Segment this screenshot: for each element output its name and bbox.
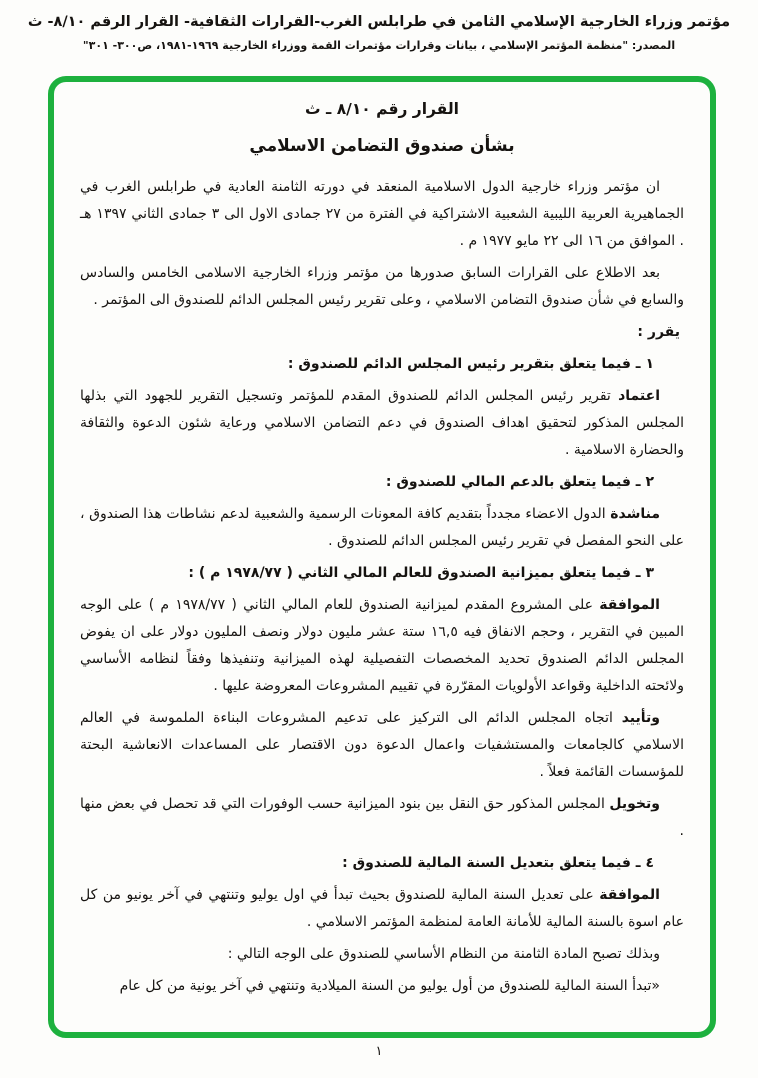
section-4-heading: ٤ ـ فيما يتعلق بتعديل السنة المالية للصندوق : (342, 855, 654, 871)
resolution-subject-title: بشأن صندوق التضامن الاسلامي (249, 136, 515, 156)
paragraph-lead-word: الموافقة (599, 597, 660, 613)
section-4-paragraph-1 (80, 882, 684, 936)
resolution-number-title: القرار رقم ٨/١٠ ـ ث (305, 100, 459, 118)
section-3-paragraph-3 (80, 791, 684, 845)
header-title-line: مؤتمر وزراء الخارجية الإسلامي الثامن في طرابلس الغرب-القرارات الثقافية- القرار الرقم ٨/١٠- ث (27, 14, 731, 30)
section-3-paragraph-2 (80, 705, 684, 786)
header-source-line: المصدر: "منظمة المؤتمر الإسلامي ، بيانات وقرارات مؤتمرات القمة ووزراء الخارجية ١٩٦٩-١٩٨١، ص٣٠٠- ٣٠١" (82, 39, 676, 52)
paragraph-text: الدول الاعضاء مجدداً بتقديم كافة المعونات الرسمية والشعبية لدعم نشاطات هذا الصندوق ، على النحو المفصل في تقرير رئيس المجلس الدائم للصندوق . (80, 506, 684, 549)
section-2-heading: ٢ ـ فيما يتعلق بالدعم المالي للصندوق : (385, 474, 654, 490)
resolution-frame (48, 76, 716, 1038)
preamble-paragraph: بعد الاطلاع على القرارات السابق صدورها من مؤتمر وزراء الخارجية الاسلامى الخامس والسادس والسابع في شأن صندوق التضامن الاسلامي ، وعلى تقرير رئيس المجلس الدائم للصندوق الى المؤتمر . (80, 265, 684, 308)
paragraph-text: على تعديل السنة المالية للصندوق بحيث تبدأ في اول يوليو وتنتهي في آخر يونيو من كل عام اسوة بالسنة المالية للأمانة العامة لمنظمة المؤتمر الاسلامي . (80, 887, 684, 930)
intro-paragraph: ان مؤتمر وزراء خارجية الدول الاسلامية المنعقد في دورته الثامنة العادية في طرابلس الغرب في الجماهيرية العربية الليبية الشعبية الاشتراكية في الفترة من ٢٧ جمادى الاول الى ٣ جمادى الثاني ١٣٩٧ هـ . الموافق من ١٦ الى ٢٢ مايو ١٩٧٧ م . (80, 179, 684, 249)
paragraph-lead-word: الموافقة (599, 887, 660, 903)
paragraph-lead-word: وتخويل (609, 796, 660, 812)
decides-line: يقرر : (637, 324, 680, 340)
paragraph-text: تقرير رئيس المجلس الدائم للصندوق المقدم للمؤتمر وتسجيل التقرير للجهود التي بذلها المجلس المذكور لتحقيق اهداف الصندوق في دعم التضامن الاسلامي ورعاية شئون الدعوة والثقافة والحضارة الاسلامية . (80, 388, 684, 458)
paragraph-lead-word: اعتماد (618, 388, 660, 404)
paragraph-text: المجلس المذكور حق النقل بين بنود الميزانية حسب الوفورات التي قد تحصل في بعض منها . (80, 796, 684, 839)
paragraph-text: على المشروع المقدم لميزانية الصندوق للعام المالي الثاني ( ١٩٧٨/٧٧ م ) على الوجه المبين في التقرير ، وحجم الانفاق فيه ١٦,٥ ستة عشر مليون دولار ونصف المليون دولار على ان يفوض المجلس الدائم الصندوق تحديد المخصصات التفصيلية لهذه الميزانية وتنفيذها وفقاً لنظامه الأساسي ولائحته الداخلية وقواعد الأولويات المقرّرة في تقييم المشروعات المعروضة عليها . (80, 597, 685, 694)
section-3-heading: ٣ ـ فيما يتعلق بميزانية الصندوق للعالم المالي الثاني ( ١٩٧٨/٧٧ م ) : (188, 565, 654, 581)
paragraph-lead-word: مناشدة (610, 506, 660, 522)
page-number: ١ (375, 1044, 383, 1059)
section-4-quote-line: «تبدأ السنة المالية للصندوق من أول يوليو من السنة الميلادية وتنتهي في آخر يونية من كل عام (119, 978, 660, 994)
section-3-paragraph-1 (80, 592, 684, 700)
section-2-paragraph (80, 501, 684, 555)
paragraph-text: اتجاه المجلس الدائم الى التركيز على تدعيم المشروعات البناءة الملموسة في العالم الاسلامي كالجامعات والمستشفيات واعمال الدعوة دون الاقتصار على المساعدات الانعاشية البحتة للمؤسسات القائمة فعلاً . (80, 710, 684, 780)
section-4-paragraph-2: وبذلك تصبح المادة الثامنة من النظام الأساسي للصندوق على الوجه التالي : (227, 946, 660, 962)
section-1-paragraph (80, 383, 684, 464)
paragraph-lead-word: وتأييد (621, 710, 660, 726)
section-1-heading: ١ ـ فيما يتعلق بتقرير رئيس المجلس الدائم للصندوق : (287, 356, 654, 372)
document-header (0, 10, 758, 56)
